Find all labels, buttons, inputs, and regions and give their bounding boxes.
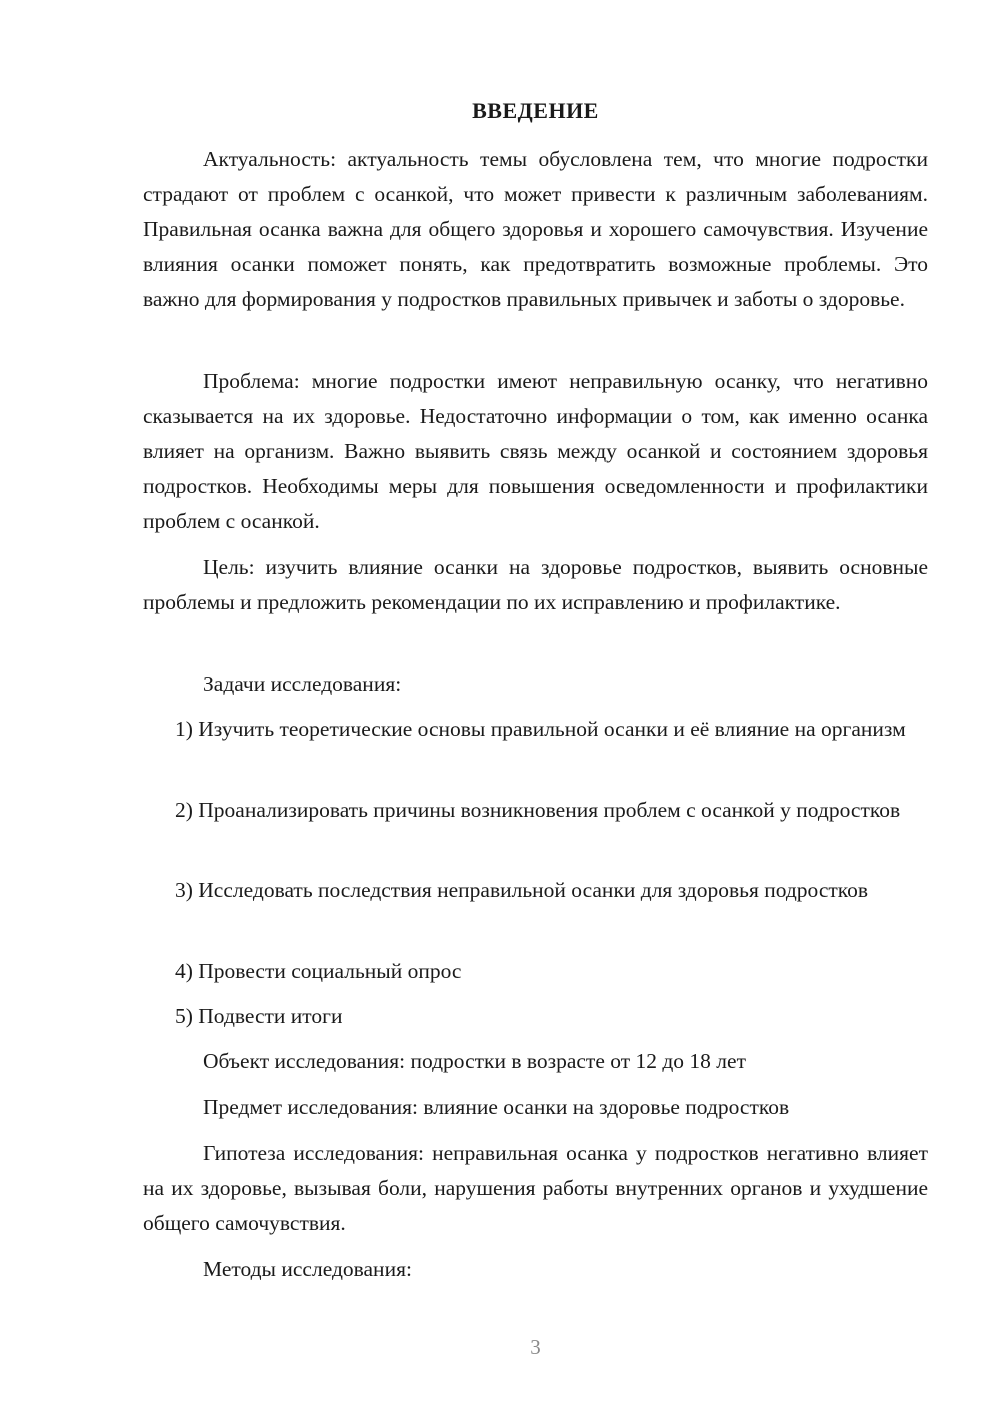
document-page: [143, 0, 928, 1414]
hypothesis-paragraph: Гипотеза исследования: неправильная осанка у подростков негативно влияет на их здоровье, вызывая боли, нарушения работы внутренних органов и ухудшение общего самочувствия.: [143, 1141, 928, 1235]
page-number: 3: [530, 1335, 541, 1359]
research-object: Объект исследования: подростки в возрасте от 12 до 18 лет: [203, 1049, 746, 1073]
goal-paragraph: Цель: изучить влияние осанки на здоровье подростков, выявить основные проблемы и предложить рекомендации по их исправлению и профилактике.: [143, 555, 928, 614]
task-item-1: 1) Изучить теоретические основы правильной осанки и её влияние на организм: [175, 717, 906, 741]
task-item-4: 4) Провести социальный опрос: [175, 959, 462, 983]
page-title: ВВЕДЕНИЕ: [472, 98, 599, 123]
relevance-paragraph: Актуальность: актуальность темы обусловлена тем, что многие подростки страдают от проблем с осанкой, что может привести к различным заболеваниям. Правильная осанка важна для общего здоровья и хорошего самочувствия. Изучение влияния осанки поможет понять, как предотвратить возможные проблемы. Это важно для формирования у подростков правильных привычек и заботы о здоровье.: [143, 147, 928, 311]
problem-paragraph: Проблема: многие подростки имеют неправильную осанку, что негативно сказывается на их здоровье. Недостаточно информации о том, как именно осанка влияет на организм. Важно выявить связь между осанкой и состоянием здоровья подростков. Необходимы меры для повышения осведомленности и профилактики проблем с осанкой.: [143, 369, 928, 533]
task-item-5: 5) Подвести итоги: [175, 1004, 343, 1028]
task-item-2: 2) Проанализировать причины возникновения проблем с осанкой у подростков: [175, 798, 901, 822]
tasks-title: Задачи исследования:: [203, 672, 402, 696]
task-item-3: 3) Исследовать последствия неправильной осанки для здоровья подростков: [175, 878, 869, 902]
research-subject: Предмет исследования: влияние осанки на здоровье подростков: [203, 1095, 790, 1119]
methods-title: Методы исследования:: [203, 1257, 412, 1281]
